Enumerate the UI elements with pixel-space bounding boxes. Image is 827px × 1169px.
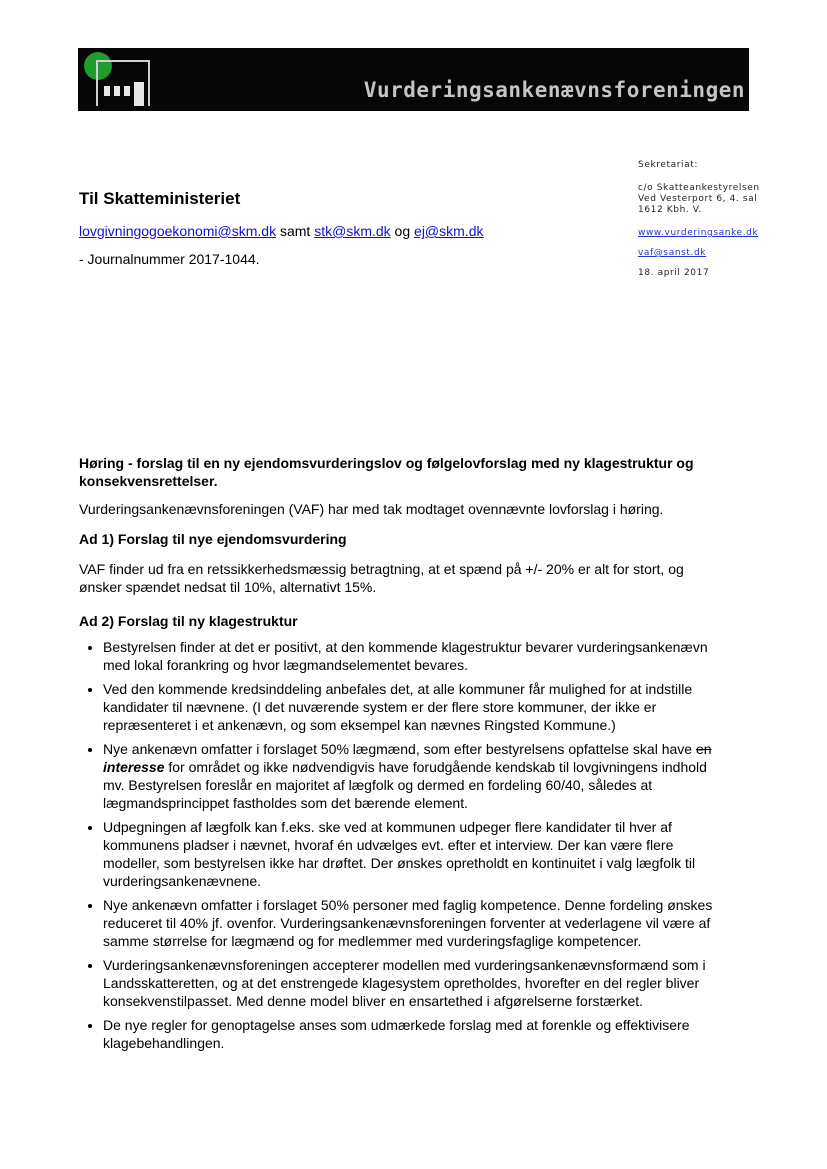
letter-date: 18. april 2017	[638, 268, 710, 278]
list-item: • Udpegningen af lægfolk kan f.eks. ske ved at kommunen udpeger flere kandidater til hver af kommunens pladser i nævnet, hvoraf én udvælges evt. efter et interview. Der kan være flere modeller, som bestyrelsen ikke har drøftet. Der ønskes opretholdt en kontinuitet i valg lægfolk til vurderingsankenævnene.	[103, 818, 729, 890]
letter-body	[79, 190, 729, 1058]
house-icon	[96, 60, 150, 106]
logo	[82, 50, 154, 108]
list-item: • Ved den kommende kredsinddeling anbefales det, at alle kommuner får mulighed for at indstille kandidater til nævnene. (I det nuværende system er der flere store kommuner, der ikke er repræsenteret i et ankenævn, og som eksempel kan nævnes Ringsted Kommune.)	[103, 680, 729, 734]
email-join-1: samt	[276, 223, 315, 239]
website-link[interactable]: www.vurderingsanke.dk	[638, 228, 759, 238]
address-line-3: 1612 Kbh. V.	[638, 205, 702, 215]
list-item: • Bestyrelsen finder at det er positivt, at den kommende klagestruktur bevarer vurderingsankenævn med lokal forankring og hvor lægmandselementet bevares.	[103, 638, 729, 674]
bullet3-struck-word: en	[695, 741, 712, 757]
bullet3-emphasis: interesse	[103, 759, 165, 775]
address-line-1: c/o Skatteankestyrelsen	[638, 183, 760, 193]
list-item: • Nye ankenævn omfatter i forslaget 50% personer med faglig kompetence. Denne fordeling ønskes reduceret til 40% jf. ovenfor. Vurderingsankenævnsforeningen forventer at vederlagene vil være af samme størrelse for lægmænd og for medlemmer med vurderingsfaglige kompetencer.	[103, 896, 729, 950]
journal-number: - Journalnummer 2017-1044.	[79, 251, 260, 267]
list-item: • De nye regler for genoptagelse anses som udmærkede forslag med at forenkle og effektivisere klagebehandlingen.	[103, 1016, 729, 1052]
hearing-heading: Høring - forslag til en ny ejendomsvurderingslov og følgelovforslag med ny klagestruktur og konsekvensrettelser.	[79, 455, 694, 489]
ad2-heading: Ad 2) Forslag til ny klagestruktur	[79, 613, 298, 629]
ad2-bullet-list	[79, 638, 729, 1052]
ad1-text: VAF finder ud fra en retssikkerhedsmæssig betragtning, at et spænd på +/- 20% er alt for stort, og ønsker spændet nedsat til 10%, alternativt 15%.	[79, 561, 684, 595]
email-link-lovgivning[interactable]: lovgivningogoekonomi@skm.dk	[79, 223, 277, 239]
secretariat-label: Sekretariat:	[638, 160, 699, 170]
address-line-2: Ved Vesterport 6, 4. sal	[638, 194, 758, 204]
bullet3-text-b: for området og ikke nødvendigvis have forudgående kendskab til lovgivningens indhold mv. Bestyrelsen foreslår en majoritet af lægfolk og dermed en fordeling 60/40, således at lægmandsprincippet fastholdes som det bærende element.	[103, 759, 707, 811]
ad1-heading: Ad 1) Forslag til nye ejendomsvurdering	[79, 531, 347, 547]
list-item: • Vurderingsankenævnsforeningen accepterer modellen med vurderingsankenævnsformænd som i Landsskatteretten, og at det enstrengede klagesystem opretholdes, hvorefter en del regler bliver konsekvenstilpasset. Med denne model bliver en ensartethed i afgørelserne forstærket.	[103, 956, 729, 1010]
list-item	[103, 740, 729, 812]
letterhead-banner	[78, 48, 749, 111]
bullet3-text-a: Nye ankenævn omfatter i forslaget 50% lægmænd, som efter bestyrelsens opfattelse skal have	[103, 741, 696, 757]
email-join-2: og	[390, 223, 415, 239]
email-link-stk[interactable]: stk@skm.dk	[314, 223, 391, 239]
secretariat-email-link[interactable]: vaf@sanst.dk	[638, 248, 707, 258]
brand-name: Vurderingsankenævnsforeningen	[363, 78, 745, 102]
email-link-ej[interactable]: ej@skm.dk	[414, 223, 484, 239]
recipient-emails	[79, 222, 729, 240]
intro-text: Vurderingsankenævnsforeningen (VAF) har med tak modtaget ovennævnte lovforslag i høring.	[79, 501, 664, 517]
recipient-title: Til Skatteministeriet	[79, 189, 241, 208]
